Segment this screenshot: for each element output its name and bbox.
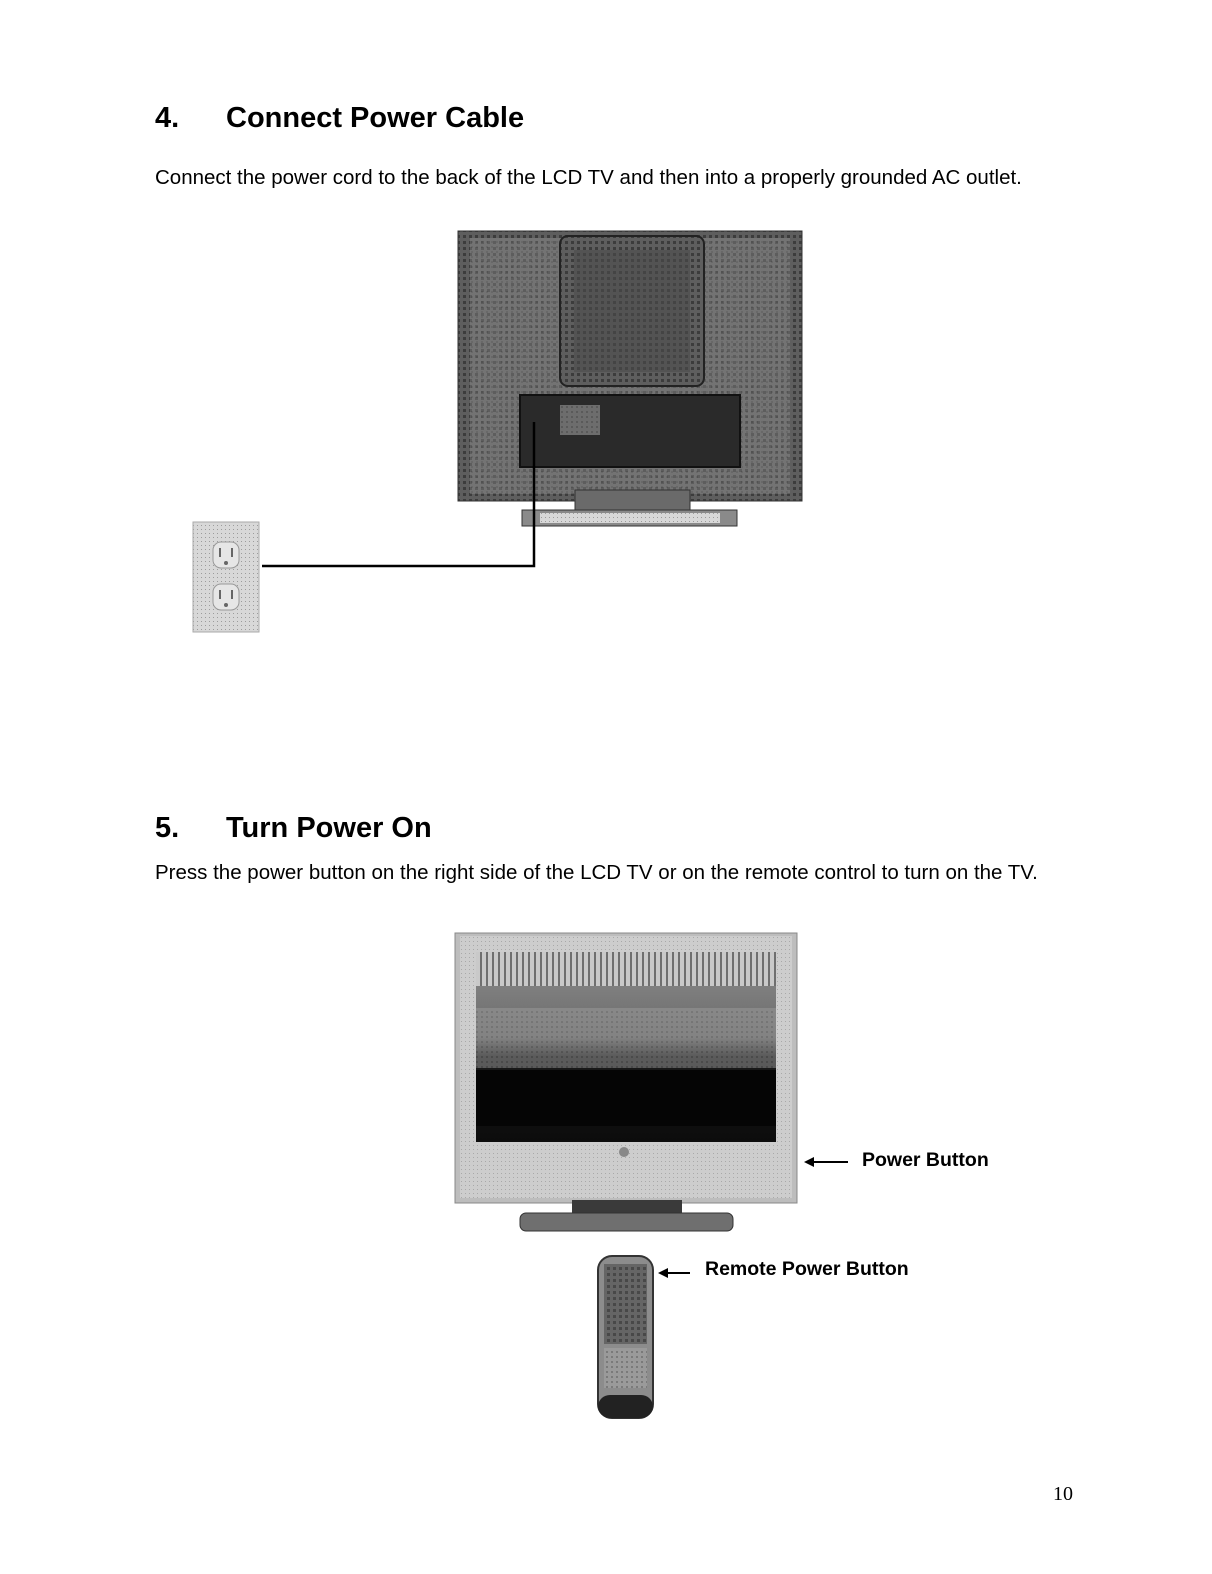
page-number: 10 [1053, 1483, 1073, 1505]
section-4-number: 4. [155, 102, 180, 134]
section-4-text: Connect the power cord to the back of the LCD TV and then into a properly grounded AC outlet. [155, 166, 1022, 189]
section-5-title: Turn Power On [226, 812, 432, 844]
remote-control-illustration [598, 1256, 653, 1418]
remote-power-button-arrow-icon [658, 1268, 690, 1278]
section-4-title: Connect Power Cable [226, 102, 525, 134]
power-button-label: Power Button [862, 1149, 989, 1171]
tv-back-illustration [458, 231, 802, 526]
wall-outlet-illustration [193, 522, 259, 632]
tv-front-illustration [455, 933, 797, 1231]
remote-power-button-label: Remote Power Button [705, 1258, 909, 1280]
section-5-text: Press the power button on the right side of the LCD TV or on the remote control to turn on the TV. [155, 861, 1038, 884]
power-button-arrow-icon [804, 1157, 848, 1167]
section-5-number: 5. [155, 812, 180, 844]
